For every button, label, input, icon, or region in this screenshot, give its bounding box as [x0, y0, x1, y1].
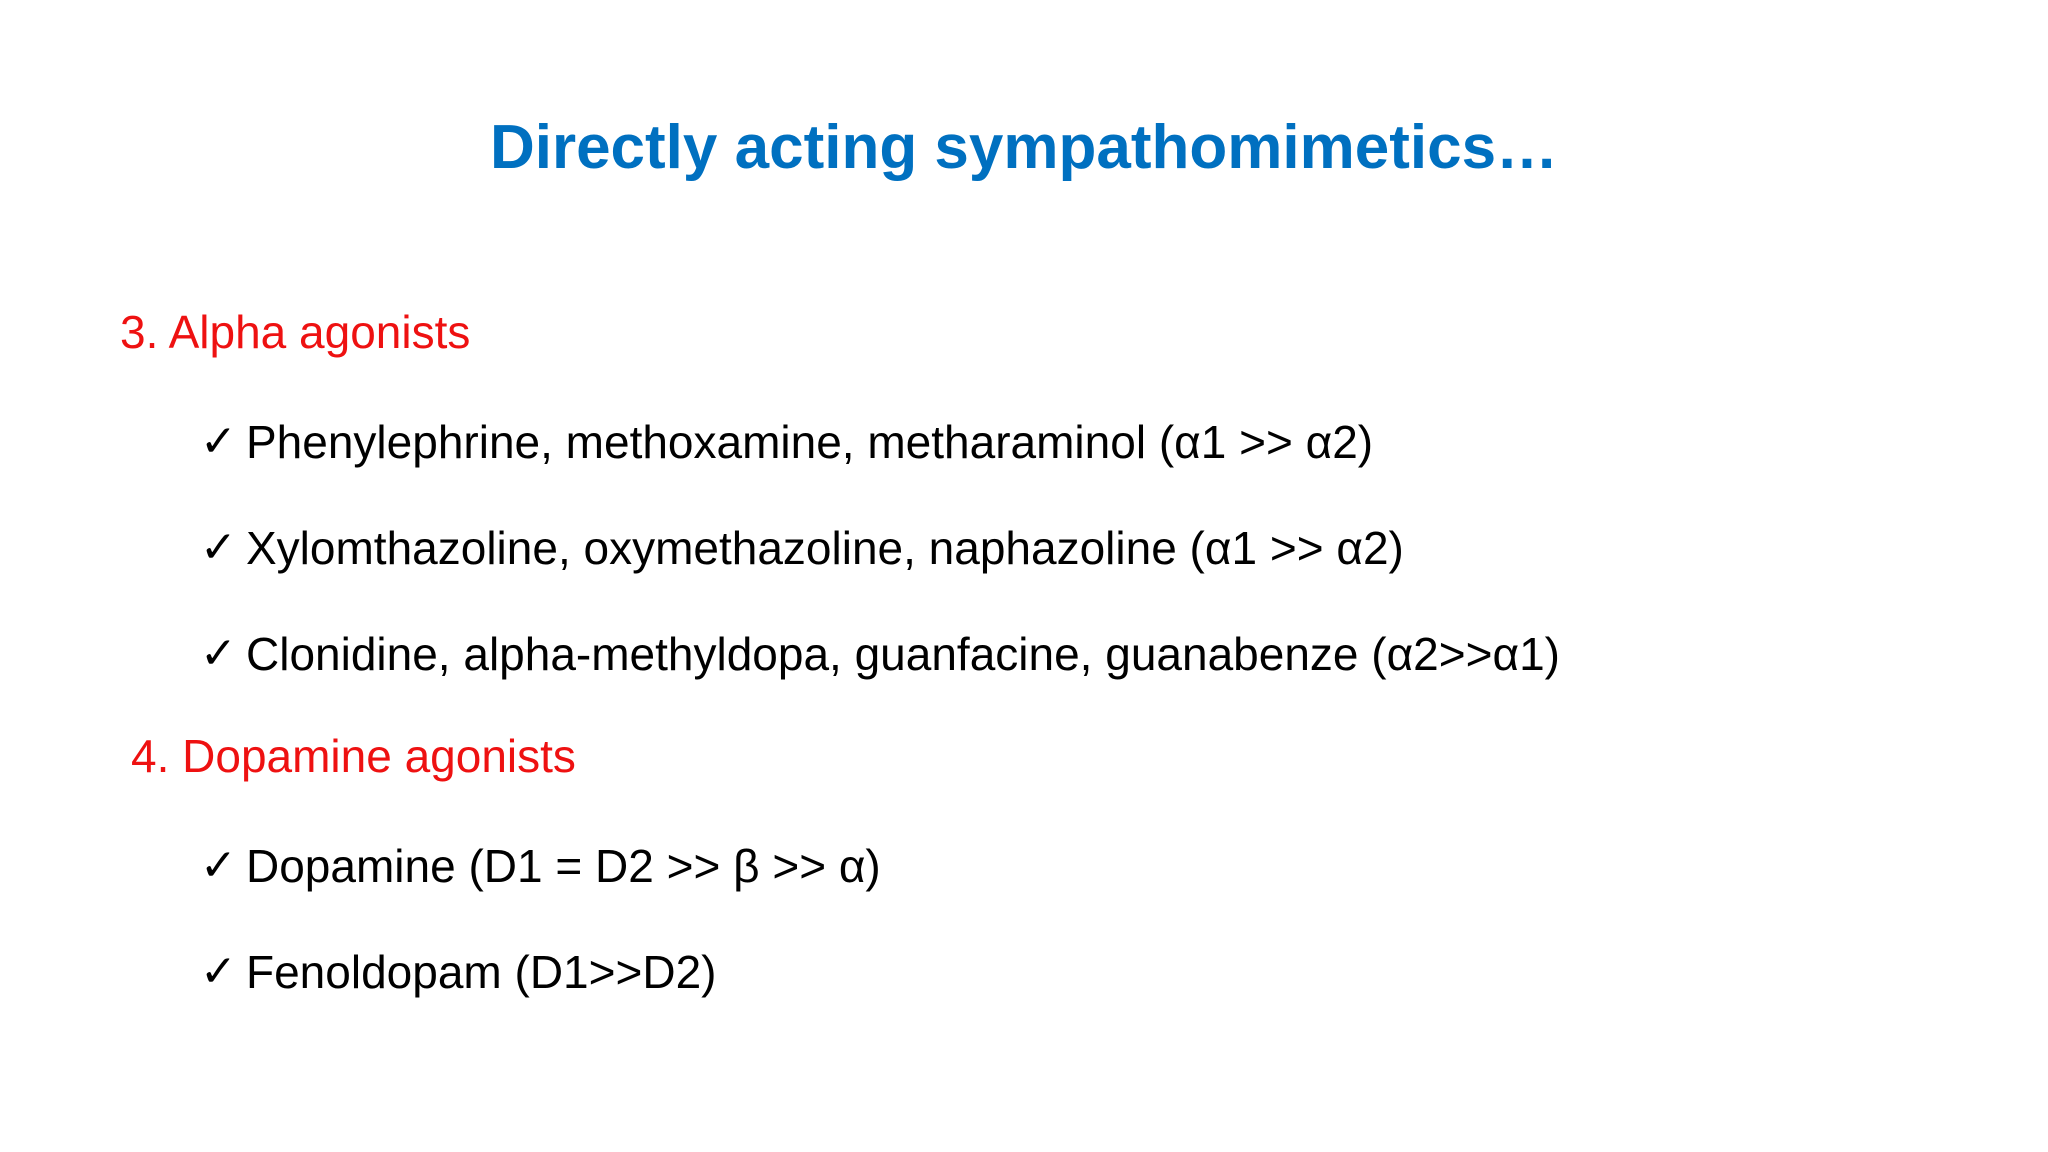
list-item	[200, 412, 1373, 472]
list-item-text: Xylomthazoline, oxymethazoline, naphazoline (α1 >> α2)	[246, 522, 1404, 574]
check-icon: ✓	[200, 628, 237, 679]
list-item	[200, 624, 1560, 684]
list-item-text: Fenoldopam (D1>>D2)	[246, 946, 717, 998]
list-item-text: Clonidine, alpha-methyldopa, guanfacine, guanabenze (α2>>α1)	[246, 628, 1560, 680]
list-item	[200, 518, 1404, 578]
list-item	[200, 836, 881, 896]
check-icon: ✓	[200, 416, 237, 467]
check-icon: ✓	[200, 522, 237, 573]
check-icon: ✓	[200, 840, 237, 891]
list-item-text: Phenylephrine, methoxamine, metharaminol (α1 >> α2)	[246, 416, 1374, 468]
list-item	[200, 942, 716, 1002]
section-heading-alpha-agonists: 3. Alpha agonists	[120, 306, 471, 358]
slide-title: Directly acting sympathomimetics…	[489, 113, 1559, 182]
section-heading-dopamine-agonists: 4. Dopamine agonists	[131, 730, 576, 782]
check-icon: ✓	[200, 946, 237, 997]
list-item-text: Dopamine (D1 = D2 >> β >> α)	[246, 840, 881, 892]
